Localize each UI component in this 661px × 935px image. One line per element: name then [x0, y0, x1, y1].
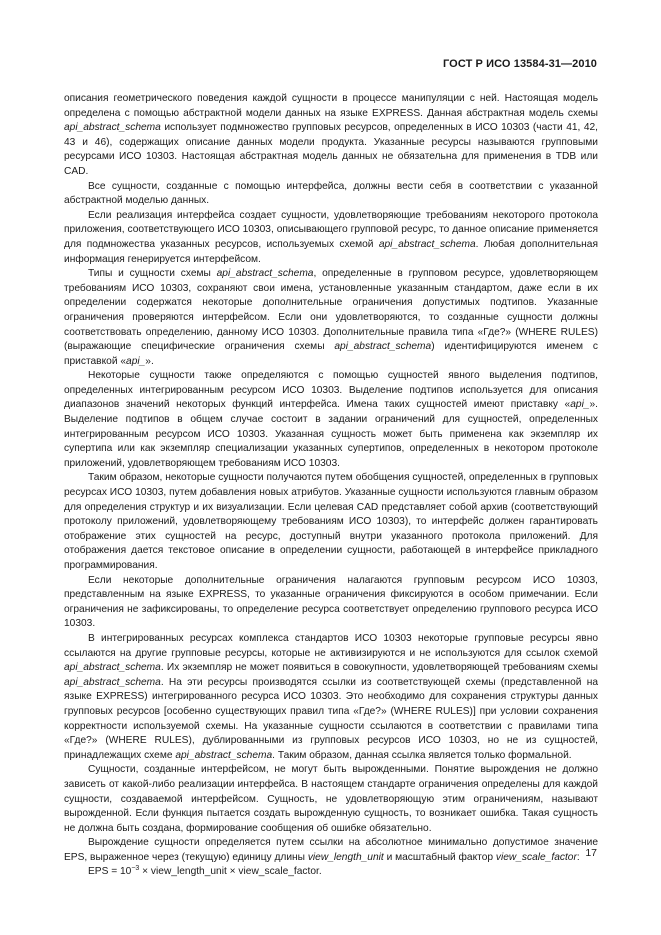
paragraph: Типы и сущности схемы api_abstract_schema, определенные в групповом ресурсе, удовлетворяющем требованиям ИСО 10303, сохраняют свои имена, установленные указанным стандартом, даже если в их определении содержатся некоторые дополнительные ограничения допустимых подтипов. Указанные ограничения проверяются интерфейсом. Если они удовлетворяются, то созданные сущности должны соответствовать определению, данному ИСО 10303. Дополнительные правила типа «Где?» (WHERE RULES) (выражающие специфические ограничения схемы api_abstract_schema) идентифицируются именем с приставкой «api_». — [64, 268, 598, 367]
paragraph: Если некоторые дополнительные ограничения налагаются групповым ресурсом ИСО 10303, представленным на языке EXPRESS, то указанные ограничения фиксируются в особом примечании. Если ограничения не зафиксированы, то определение ресурса соответствует определению группового ресурса ИСО 10303. — [64, 574, 598, 630]
formula: EPS = $10^{-3}$ × view_length_unit × view_scale_factor. — [88, 865, 322, 878]
paragraph: Некоторые сущности также определяются с помощью сущностей явного выделения подтипов, определенных интегрированным ресурсом ИСО 10303. Выделение подтипов используется для описания диапазонов значений некоторых функций интерфейса. Имена таких сущностей имеют приставку «api_». Выделение подтипов в общем случае состоит в задании ограничений для сущностей, определенных интегрированным ресурсом ИСО 10303. Указанная сущность может быть применена как экземпляр их супертипа или как экземпляр специализации указанных супертипов, определенных в некотором протоколе приложений, удовлетворяющем требованиям ИСО 10303. — [64, 370, 598, 469]
paragraph: Если реализация интерфейса создает сущности, удовлетворяющие требованиям некоторого протокола приложения, соответствующего ИСО 10303, описывающего групповой ресурс, то данное описание применяется для подмножества указанных ресурсов, используемых схемой api_abstract_schema. Любая дополнительная информация генерируется интерфейсом. — [64, 209, 598, 265]
standard-designation: ГОСТ Р ИСО 13584-31—2010 — [442, 58, 597, 70]
page-number: 17 — [585, 847, 597, 859]
paragraph: Все сущности, созданные с помощью интерфейса, должны вести себя в соответствии с указанной абстрактной моделью данных. — [64, 180, 598, 207]
paragraph: В интегрированных ресурсах комплекса стандартов ИСО 10303 некоторые групповые ресурсы явно ссылаются на другие групповые ресурсы, которые не активизируются и не используются для ссылок схемой api_abstract_schema. Их экземпляр не может появиться в совокупности, удовлетворяющей требованиям схемы api_abstract_schema. На эти ресурсы производятся ссылки из соответствующей схемы (представленной на языке EXPRESS) интегрированного ресурса ИСО 10303. Это необходимо для сохранения структуры данных групповых ресурсов [особенно существующих правил типа «Где?» (WHERE RULES)] при условии сохранения корректности используемой схемы. На указанные сущности ссылаются в соответствии с правилами типа «Где?» (WHERE RULES), дублированными из групповых ресурсов ИСО 10303, но не из сущностей, принадлежащих схеме api_abstract_schema. Таким образом, данная ссылка является только формальной. — [64, 632, 598, 761]
paragraph: описания геометрического поведения каждой сущности в процессе манипуляции с ней. Настоящая модель определена с помощью абстрактной модели данных на языке EXPRESS. Данная абстрактная модель схемы api_abstract_schema использует подмножество групповых ресурсов, определенных в ИСО 10303 (части 41, 42, 43 и 46), содержащих описание данных модели продукта. Указанные ресурсы называются групповыми ресурсами ИСО 10303. Настоящая абстрактная модель данных не обязательна для применения в TDB или CAD. — [64, 93, 598, 177]
paragraph: Сущности, созданные интерфейсом, не могут быть вырожденными. Понятие вырождения не должно зависеть от какой-либо реализации интерфейса. В настоящем стандарте ограничения определены для каждой сущности, создаваемой интерфейсом. Сущность, не удовлетворяющую этим ограничениям, называют вырожденной. Если функция пытается создать вырожденную сущность, то возникает ошибка. Такая сущность не должна быть создана, формирование сообщения об ошибке обязательно. — [64, 764, 598, 834]
paragraph: Вырождение сущности определяется путем ссылки на абсолютное минимально допустимое значение EPS, выраженное через (текущую) единицу длины view_length_unit и масштабный фактор view_scale_factor: — [64, 837, 598, 863]
paragraph: Таким образом, некоторые сущности получаются путем обобщения сущностей, определенных в групповых ресурсах ИСО 10303, путем добавления новых атрибутов. Указанные сущности используются главным образом для определения структур и их визуализации. Если целевая CAD представляет собой архив (соответствующий протоколу приложений, удовлетворяющему требованиям ИСО 10303), то интерфейс должен гарантировать отображение этих сущностей на ресурс, доступный внутри указанного протокола приложений. Для отображения дается текстовое описание в определении сущности, работающей в интерфейсе прикладного программирования. — [64, 472, 598, 571]
body-text — [64, 92, 598, 880]
